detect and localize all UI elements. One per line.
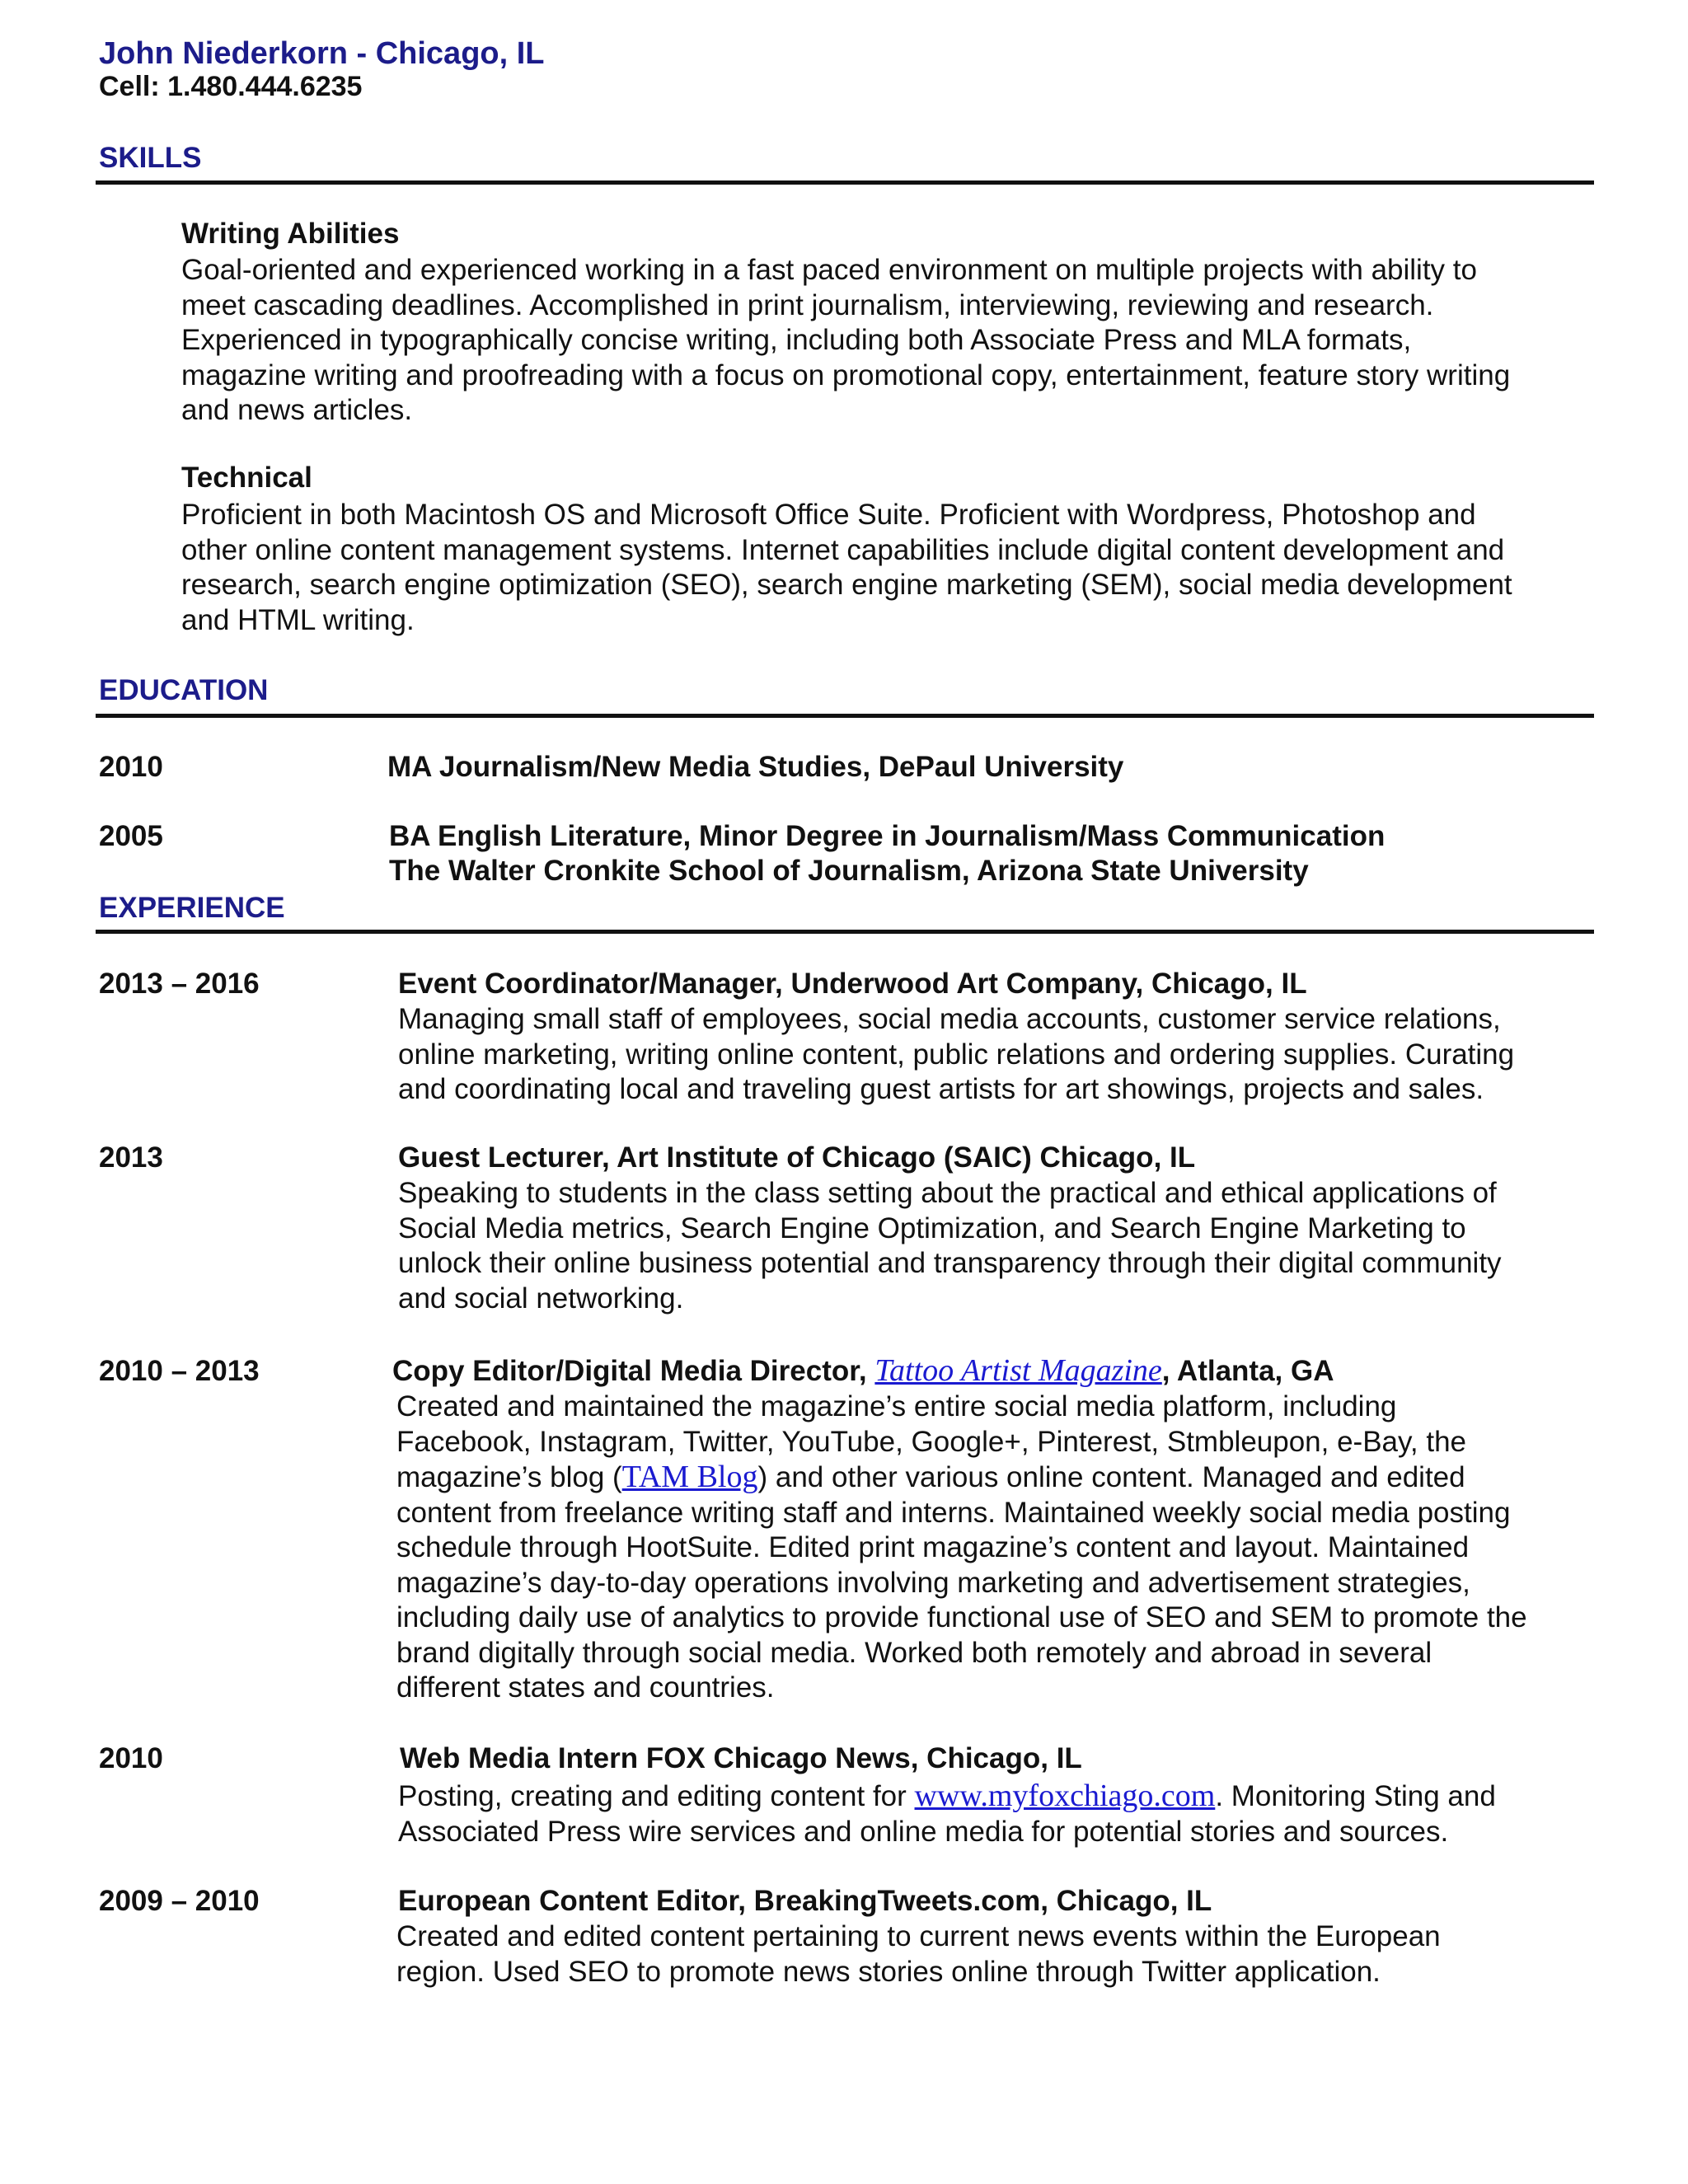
text-line <box>396 1460 1527 1496</box>
text-line: Associated Press wire services and online media for potential stories and sources. <box>398 1815 1449 1848</box>
cell-phone: Cell: 1.480.444.6235 <box>99 71 363 102</box>
tam-blog-link[interactable]: TAM Blog <box>621 1460 758 1494</box>
job-description <box>398 1176 1502 1316</box>
skills-divider <box>96 180 1594 185</box>
job-years: 2010 <box>99 1742 163 1774</box>
job-title-text: Copy Editor/Digital Media Director, <box>392 1355 875 1387</box>
text-line: different states and countries. <box>396 1671 775 1704</box>
text-line: other online content management systems. Internet capabilities include digital content development and <box>181 533 1505 566</box>
text-line: schedule through HootSuite. Edited print magazine’s content and layout. Maintained <box>396 1531 1470 1563</box>
text-segment: . Monitoring Sting and <box>1215 1780 1496 1812</box>
writing-abilities-text <box>181 253 1510 429</box>
education-year: 2010 <box>99 751 163 783</box>
text-line: Social Media metrics, Search Engine Optimization, and Search Engine Marketing to <box>398 1212 1466 1244</box>
experience-divider <box>96 930 1594 934</box>
text-line: online marketing, writing online content, public relations and ordering supplies. Curating <box>398 1038 1515 1071</box>
text-line: research, search engine optimization (SEO), search engine marketing (SEM), social media development <box>181 569 1512 601</box>
education-year: 2005 <box>99 820 163 852</box>
text-segment: magazine’s blog ( <box>396 1461 622 1493</box>
job-title: Event Coordinator/Manager, Underwood Art Company, Chicago, IL <box>398 968 1307 1000</box>
job-years: 2013 <box>99 1141 163 1174</box>
text-segment: Posting, creating and editing content for <box>398 1780 915 1812</box>
candidate-name: John Niederkorn - Chicago, IL <box>99 36 545 71</box>
text-line: and news articles. <box>181 394 413 426</box>
education-degree: MA Journalism/New Media Studies, DePaul University <box>387 751 1124 783</box>
text-line: Managing small staff of employees, social media accounts, customer service relations, <box>398 1003 1501 1035</box>
text-line: region. Used SEO to promote news stories online through Twitter application. <box>396 1955 1381 1988</box>
education-heading: EDUCATION <box>99 674 269 706</box>
education-school: The Walter Cronkite School of Journalism, Arizona State University <box>389 855 1309 887</box>
education-degree: BA English Literature, Minor Degree in Journalism/Mass Communication <box>389 820 1386 852</box>
job-title: Web Media Intern FOX Chicago News, Chicago, IL <box>400 1742 1082 1774</box>
text-line: Created and edited content pertaining to current news events within the European <box>396 1920 1441 1952</box>
job-title <box>392 1352 1334 1389</box>
text-line: meet cascading deadlines. Accomplished in print journalism, interviewing, reviewing and research. <box>181 288 1434 321</box>
text-segment: ) and other various online content. Managed and edited <box>757 1461 1465 1493</box>
text-line: magazine’s day-to-day operations involving marketing and advertisement strategies, <box>396 1566 1470 1599</box>
magazine-link[interactable]: Tattoo Artist Magazine <box>874 1353 1162 1388</box>
job-title: Guest Lecturer, Art Institute of Chicago (SAIC) Chicago, IL <box>398 1141 1196 1174</box>
text-line: brand digitally through social media. Worked both remotely and abroad in several <box>396 1636 1432 1669</box>
text-line: including daily use of analytics to provide functional use of SEO and SEM to promote the <box>396 1601 1527 1633</box>
job-title-location: , Atlanta, GA <box>1161 1355 1334 1387</box>
text-line: and social networking. <box>398 1282 684 1315</box>
text-line: Goal-oriented and experienced working in a fast paced environment on multiple projects with ability to <box>181 254 1477 286</box>
text-line: Speaking to students in the class setting about the practical and ethical applications of <box>398 1177 1497 1209</box>
job-years: 2013 – 2016 <box>99 968 260 1000</box>
experience-heading: EXPERIENCE <box>99 892 285 924</box>
job-description <box>396 1390 1527 1706</box>
text-line: Facebook, Instagram, Twitter, YouTube, Google+, Pinterest, Stmbleupon, e-Bay, the <box>396 1425 1467 1458</box>
job-description <box>398 1779 1496 1849</box>
text-line: and HTML writing. <box>181 603 415 636</box>
technical-title: Technical <box>181 462 312 494</box>
text-line: Experienced in typographically concise writing, including both Associate Press and MLA formats, <box>181 324 1412 356</box>
text-line <box>398 1779 1496 1815</box>
education-divider <box>96 714 1594 718</box>
text-line: Proficient in both Macintosh OS and Microsoft Office Suite. Proficient with Wordpress, Photoshop and <box>181 499 1476 531</box>
text-line: content from freelance writing staff and interns. Maintained weekly social media posting <box>396 1496 1511 1529</box>
text-line: Created and maintained the magazine’s entire social media platform, including <box>396 1390 1397 1422</box>
text-line: unlock their online business potential and transparency through their digital community <box>398 1247 1502 1279</box>
fox-website-link[interactable]: www.myfoxchiago.com <box>914 1779 1216 1813</box>
job-years: 2009 – 2010 <box>99 1885 260 1917</box>
text-line: magazine writing and proofreading with a focus on promotional copy, entertainment, feature story writing <box>181 359 1511 391</box>
technical-text <box>181 498 1512 638</box>
job-years: 2010 – 2013 <box>99 1355 260 1387</box>
job-description <box>396 1919 1441 1990</box>
text-line: and coordinating local and traveling guest artists for art showings, projects and sales. <box>398 1073 1484 1105</box>
job-title: European Content Editor, BreakingTweets.com, Chicago, IL <box>398 1885 1212 1917</box>
skills-heading: SKILLS <box>99 142 202 174</box>
writing-abilities-title: Writing Abilities <box>181 218 400 250</box>
job-description <box>398 1002 1514 1108</box>
